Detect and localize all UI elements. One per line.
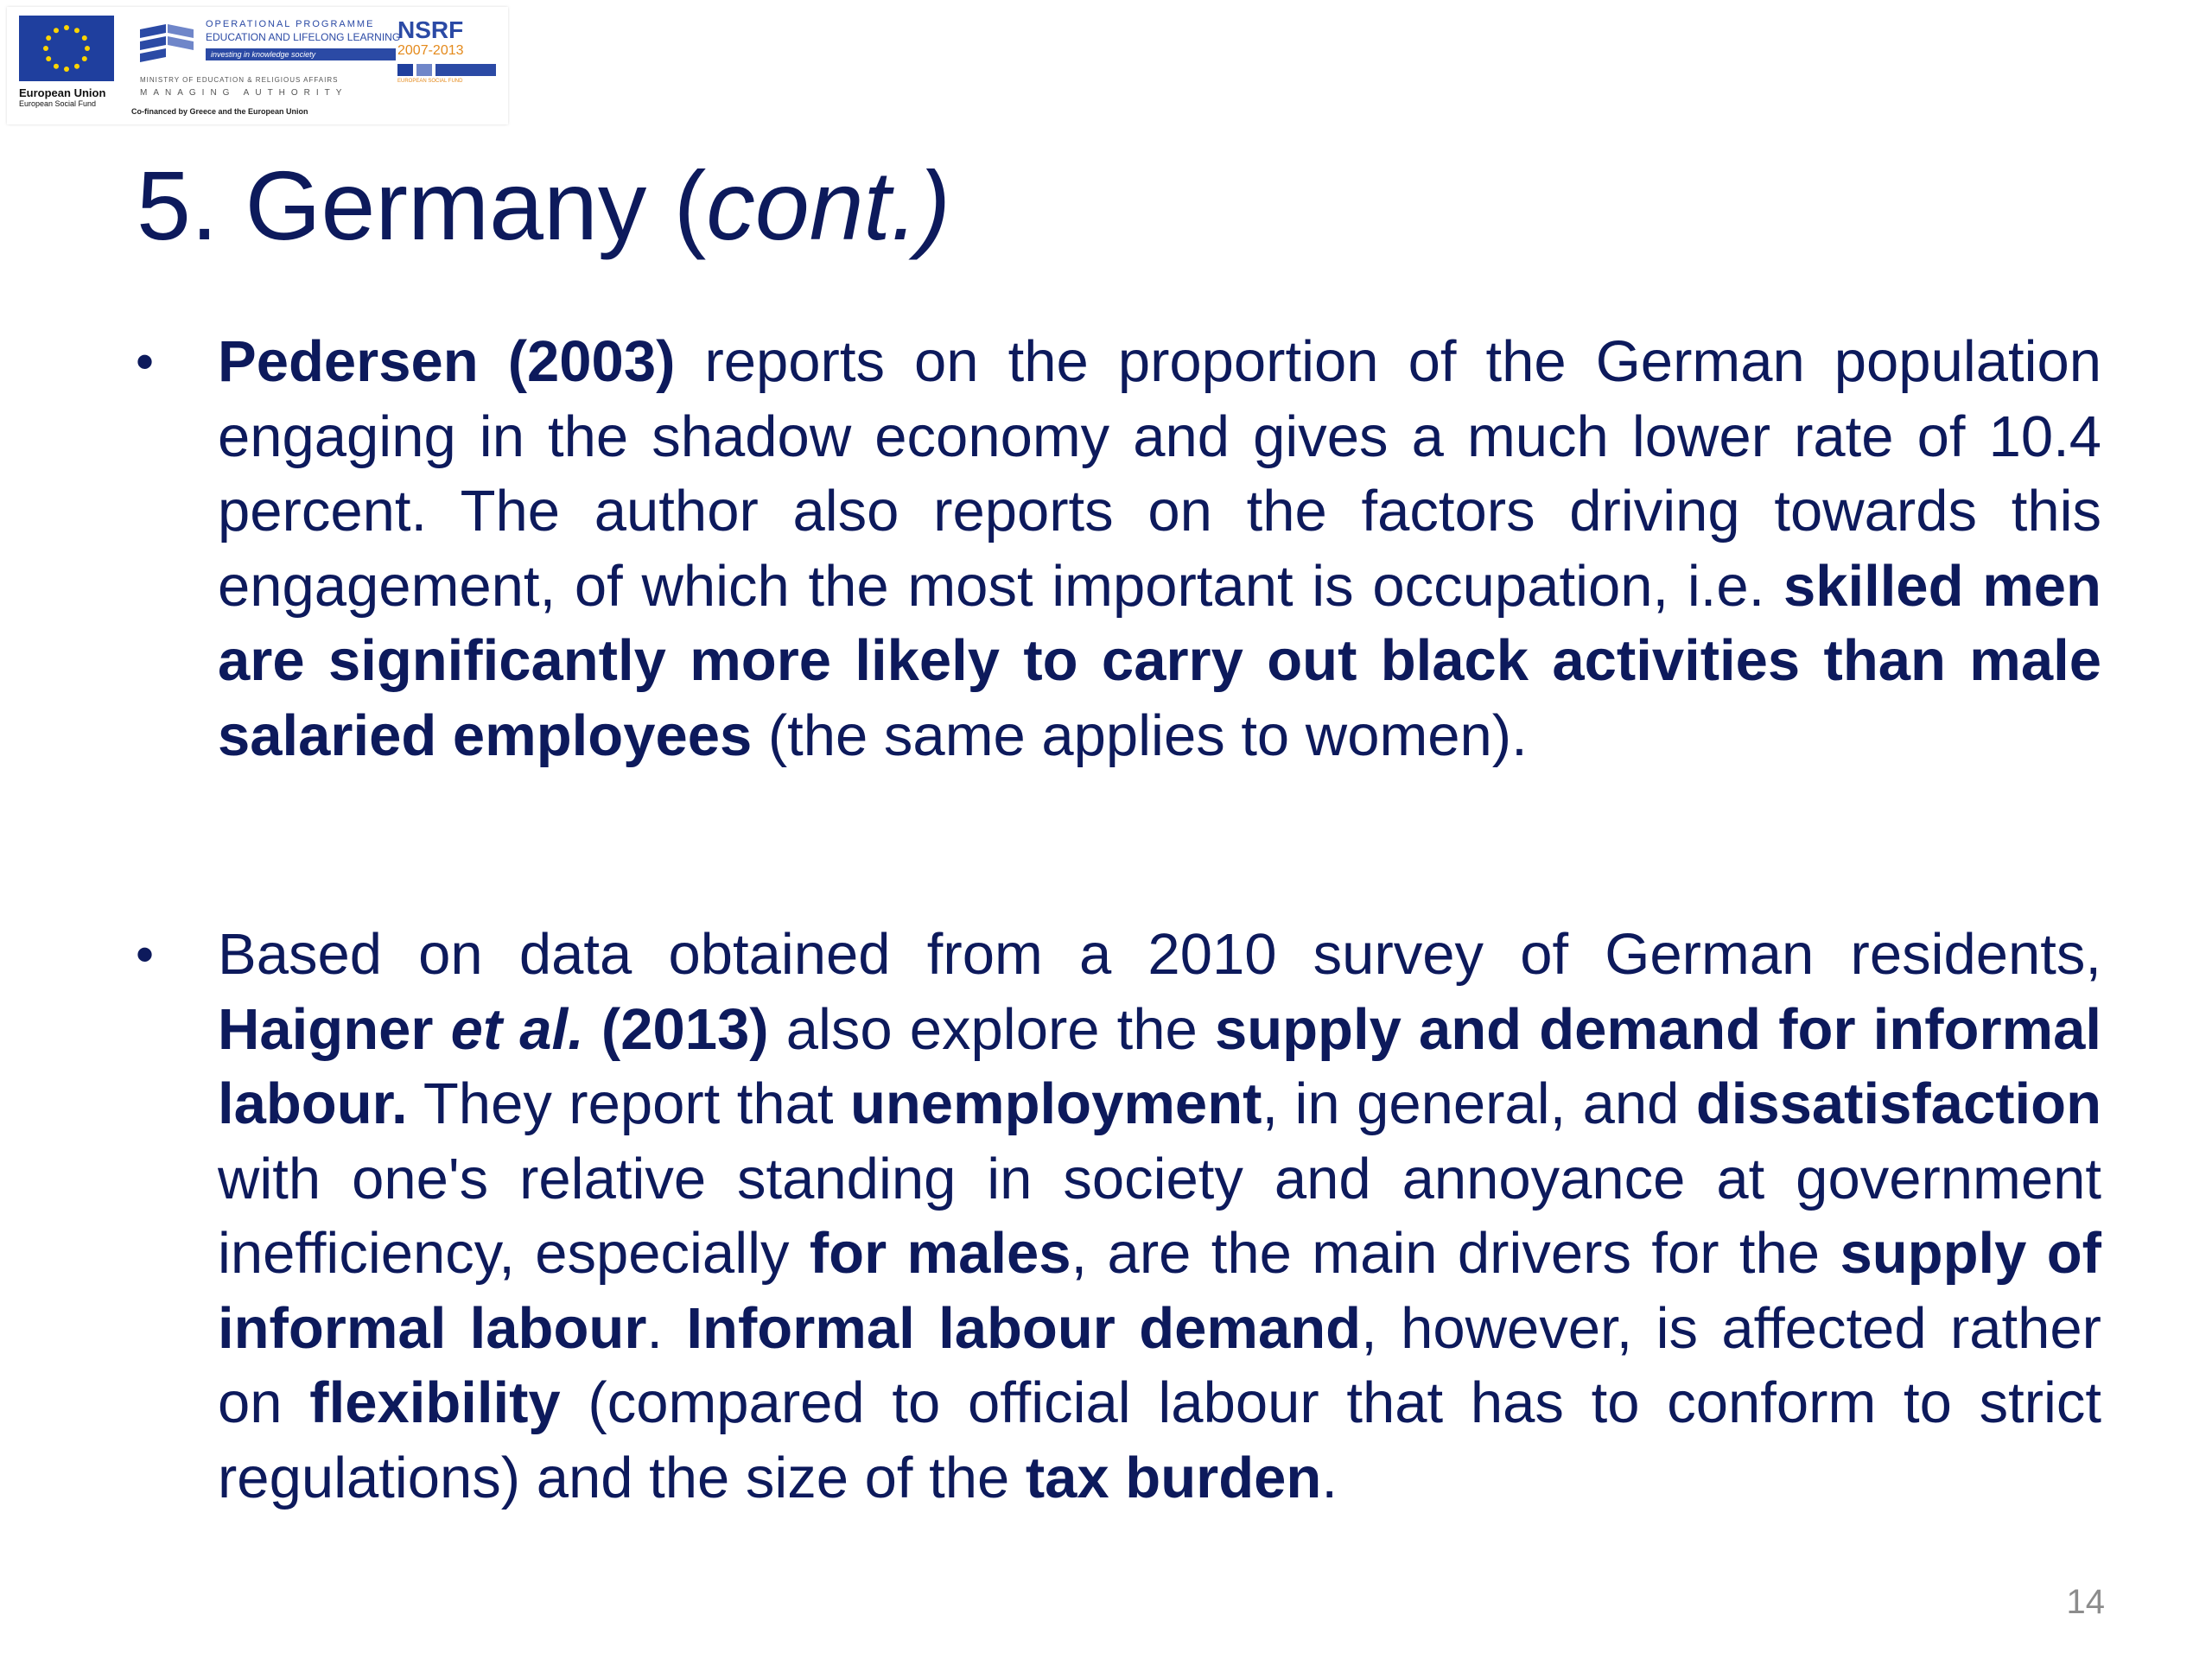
nsrf-flags-icon xyxy=(397,64,501,76)
key-term: flexibility xyxy=(309,1370,561,1435)
op-subtitle: EDUCATION AND LIFELONG LEARNING xyxy=(206,31,401,43)
bullet-text: , however, is affected rather on xyxy=(218,1295,2101,1435)
cofinanced-caption: Co-financed by Greece and the European Union xyxy=(131,107,308,116)
bullet-haigner xyxy=(136,918,2102,1516)
bullet-pedersen xyxy=(136,325,2101,773)
eu-caption: European Union xyxy=(19,86,106,99)
key-term: supply and demand for informal labour. xyxy=(218,996,2101,1136)
slide-title xyxy=(137,145,950,266)
citation-haigner: Haigner xyxy=(218,996,451,1062)
slide-title-main: 5. Germany ( xyxy=(137,151,707,260)
bullet-text: with one's relative standing in society and annoyance at government inefficiency, especially xyxy=(218,1146,2101,1286)
bullet-text: (compared to official labour that has to conform to strict regulations) and the size of the xyxy=(218,1370,2102,1510)
citation-pedersen: Pedersen (2003) xyxy=(218,329,676,394)
bullet-marker: • xyxy=(136,333,155,391)
nsrf-logo xyxy=(397,17,501,84)
book-icon xyxy=(137,21,197,69)
key-finding: skilled men are significantly more likely to carry out black activities than male salaried employees xyxy=(218,553,2101,768)
page-number: 14 xyxy=(2066,1583,2105,1621)
sponsor-logo-strip xyxy=(7,7,508,124)
bullet-text: reports on the proportion of the German population engaging in the shadow economy and gives a much lower rate of 10.4 percent. The author also reports on the factors driving towards this engagement, of which the most important is occupation, i.e. xyxy=(218,329,2101,619)
op-title: OPERATIONAL PROGRAMME xyxy=(206,19,375,29)
key-term: dissatisfaction xyxy=(1695,1071,2101,1136)
bullet-text: , are the main drivers for the xyxy=(1071,1221,1840,1286)
bullet-text: , in general, and xyxy=(1262,1071,1696,1136)
bullet-text: . xyxy=(646,1295,687,1361)
nsrf-years: 2007-2013 xyxy=(397,43,464,58)
bullet-marker: • xyxy=(136,925,155,983)
eu-fund-caption: European Social Fund xyxy=(19,99,97,108)
key-term: Informal labour demand xyxy=(686,1295,1362,1361)
slide-title-italic: cont.) xyxy=(706,151,950,260)
key-term: unemployment xyxy=(849,1071,1262,1136)
key-term: tax burden xyxy=(1025,1445,1322,1510)
key-term: for males xyxy=(809,1221,1071,1286)
op-tagline: investing in knowledge society xyxy=(206,48,396,60)
nsrf-title: NSRF xyxy=(397,16,464,43)
bullet-text: They report that xyxy=(407,1071,850,1136)
bullet-text: (the same applies to women). xyxy=(752,702,1528,768)
nsrf-fund-caption: EUROPEAN SOCIAL FUND xyxy=(397,79,463,84)
citation-et-al: et al. xyxy=(450,996,584,1062)
ministry-caption: MINISTRY OF EDUCATION & RELIGIOUS AFFAIRS xyxy=(140,76,339,84)
citation-year: (2013) xyxy=(583,996,769,1062)
eu-flag-icon xyxy=(19,16,114,81)
managing-authority-caption: MANAGING AUTHORITY xyxy=(140,88,348,98)
key-term: supply of informal labour xyxy=(218,1221,2101,1361)
bullet-text: also explore the xyxy=(768,996,1215,1062)
eu-logo xyxy=(19,16,123,108)
bullet-text: Based on data obtained from a 2010 survey of German residents, xyxy=(218,922,2101,987)
bullet-text: . xyxy=(1321,1445,1338,1510)
